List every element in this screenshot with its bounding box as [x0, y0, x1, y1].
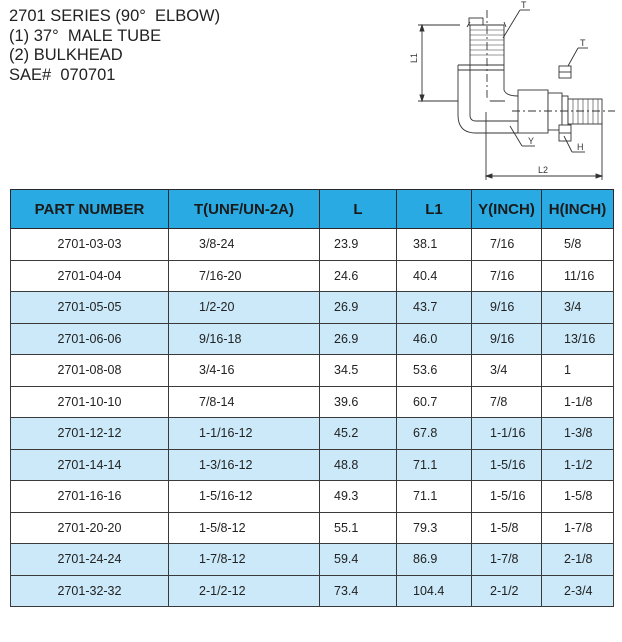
cell-l1: 53.6 — [397, 355, 472, 387]
cell-l1: 67.8 — [397, 418, 472, 450]
cell-t: 9/16-18 — [169, 323, 320, 355]
cell-h: 5/8 — [542, 229, 614, 261]
cell-l: 34.5 — [320, 355, 397, 387]
cell-l: 73.4 — [320, 575, 397, 607]
series-title: 2701 SERIES (90° ELBOW) — [9, 7, 221, 25]
label-y: Y — [528, 136, 535, 146]
bulkhead-section — [512, 66, 615, 141]
cell-h: 1-7/8 — [542, 512, 614, 544]
cell-h: 1 — [542, 355, 614, 387]
table-row — [11, 418, 614, 450]
title-block — [9, 7, 220, 85]
cell-t: 3/4-16 — [169, 355, 320, 387]
cell-l1: 40.4 — [397, 260, 472, 292]
cell-part-number: 2701-05-05 — [11, 292, 169, 324]
cell-l1: 60.7 — [397, 386, 472, 418]
cell-t: 2-1/2-12 — [169, 575, 320, 607]
table-row — [11, 260, 614, 292]
cell-part-number: 2701-12-12 — [11, 418, 169, 450]
col-header-h: H(INCH) — [542, 190, 614, 229]
cell-h: 1-1/8 — [542, 386, 614, 418]
cell-l1: 71.1 — [397, 481, 472, 513]
cell-l1: 86.9 — [397, 544, 472, 576]
col-header-part-number: PART NUMBER — [11, 190, 169, 229]
table-row — [11, 512, 614, 544]
cell-h: 11/16 — [542, 260, 614, 292]
cell-part-number: 2701-32-32 — [11, 575, 169, 607]
elbow-body — [458, 65, 518, 133]
col-header-l: L — [320, 190, 397, 229]
table-row — [11, 544, 614, 576]
label-l2: L2 — [538, 165, 549, 175]
cell-l: 45.2 — [320, 418, 397, 450]
cell-t: 1-5/16-12 — [169, 481, 320, 513]
cell-t: 1-3/16-12 — [169, 449, 320, 481]
cell-t: 1/2-20 — [169, 292, 320, 324]
table-row — [11, 386, 614, 418]
cell-t: 1-1/16-12 — [169, 418, 320, 450]
cell-y: 3/4 — [472, 355, 542, 387]
bulkhead-line: (2) BULKHEAD — [9, 46, 123, 64]
cell-y: 7/16 — [472, 229, 542, 261]
cell-t: 1-7/8-12 — [169, 544, 320, 576]
table-row — [11, 575, 614, 607]
cell-y: 1-5/16 — [472, 481, 542, 513]
label-h: H — [577, 142, 584, 152]
male-tube-line: (1) 37° MALE TUBE — [9, 26, 162, 45]
table-row — [11, 292, 614, 324]
cell-h: 2-3/4 — [542, 575, 614, 607]
table-row — [11, 481, 614, 513]
spec-table — [10, 189, 614, 607]
col-header-t: T(UNF/UN-2A) — [169, 190, 320, 229]
cell-part-number: 2701-14-14 — [11, 449, 169, 481]
cell-t: 7/8-14 — [169, 386, 320, 418]
cell-h: 2-1/8 — [542, 544, 614, 576]
cell-part-number: 2701-04-04 — [11, 260, 169, 292]
cell-l1: 43.7 — [397, 292, 472, 324]
cell-l: 26.9 — [320, 323, 397, 355]
cell-part-number: 2701-08-08 — [11, 355, 169, 387]
cell-y: 7/16 — [472, 260, 542, 292]
elbow-fitting-diagram — [400, 0, 622, 190]
cell-y: 7/8 — [472, 386, 542, 418]
label-l1: L1 — [409, 52, 419, 63]
table-header-row — [11, 190, 614, 229]
cell-l1: 71.1 — [397, 449, 472, 481]
cell-t: 3/8-24 — [169, 229, 320, 261]
cell-l: 26.9 — [320, 292, 397, 324]
table-row — [11, 323, 614, 355]
label-t-top: T — [521, 0, 527, 10]
cell-l1: 46.0 — [397, 323, 472, 355]
cell-y: 2-1/2 — [472, 575, 542, 607]
cell-l1: 79.3 — [397, 512, 472, 544]
cell-l: 23.9 — [320, 229, 397, 261]
cell-t: 1-5/8-12 — [169, 512, 320, 544]
cell-y: 9/16 — [472, 323, 542, 355]
cell-l: 48.8 — [320, 449, 397, 481]
cell-l1: 104.4 — [397, 575, 472, 607]
cell-t: 7/16-20 — [169, 260, 320, 292]
cell-part-number: 2701-24-24 — [11, 544, 169, 576]
cell-l: 24.6 — [320, 260, 397, 292]
cell-l: 59.4 — [320, 544, 397, 576]
cell-y: 1-7/8 — [472, 544, 542, 576]
col-header-y: Y(INCH) — [472, 190, 542, 229]
cell-l: 49.3 — [320, 481, 397, 513]
cell-h: 1-5/8 — [542, 481, 614, 513]
cell-part-number: 2701-16-16 — [11, 481, 169, 513]
cell-y: 1-1/16 — [472, 418, 542, 450]
cell-part-number: 2701-20-20 — [11, 512, 169, 544]
cell-h: 3/4 — [542, 292, 614, 324]
cell-l: 39.6 — [320, 386, 397, 418]
table-row — [11, 355, 614, 387]
cell-l: 55.1 — [320, 512, 397, 544]
cell-l1: 38.1 — [397, 229, 472, 261]
cell-y: 1-5/16 — [472, 449, 542, 481]
table-row — [11, 229, 614, 261]
cell-h: 13/16 — [542, 323, 614, 355]
cell-y: 1-5/8 — [472, 512, 542, 544]
cell-part-number: 2701-03-03 — [11, 229, 169, 261]
label-t-right: T — [580, 38, 586, 48]
sae-number: SAE# 070701 — [9, 65, 116, 84]
cell-part-number: 2701-06-06 — [11, 323, 169, 355]
cell-h: 1-3/8 — [542, 418, 614, 450]
cell-h: 1-1/2 — [542, 449, 614, 481]
col-header-l1: L1 — [397, 190, 472, 229]
cell-part-number: 2701-10-10 — [11, 386, 169, 418]
cell-y: 9/16 — [472, 292, 542, 324]
table-row — [11, 449, 614, 481]
